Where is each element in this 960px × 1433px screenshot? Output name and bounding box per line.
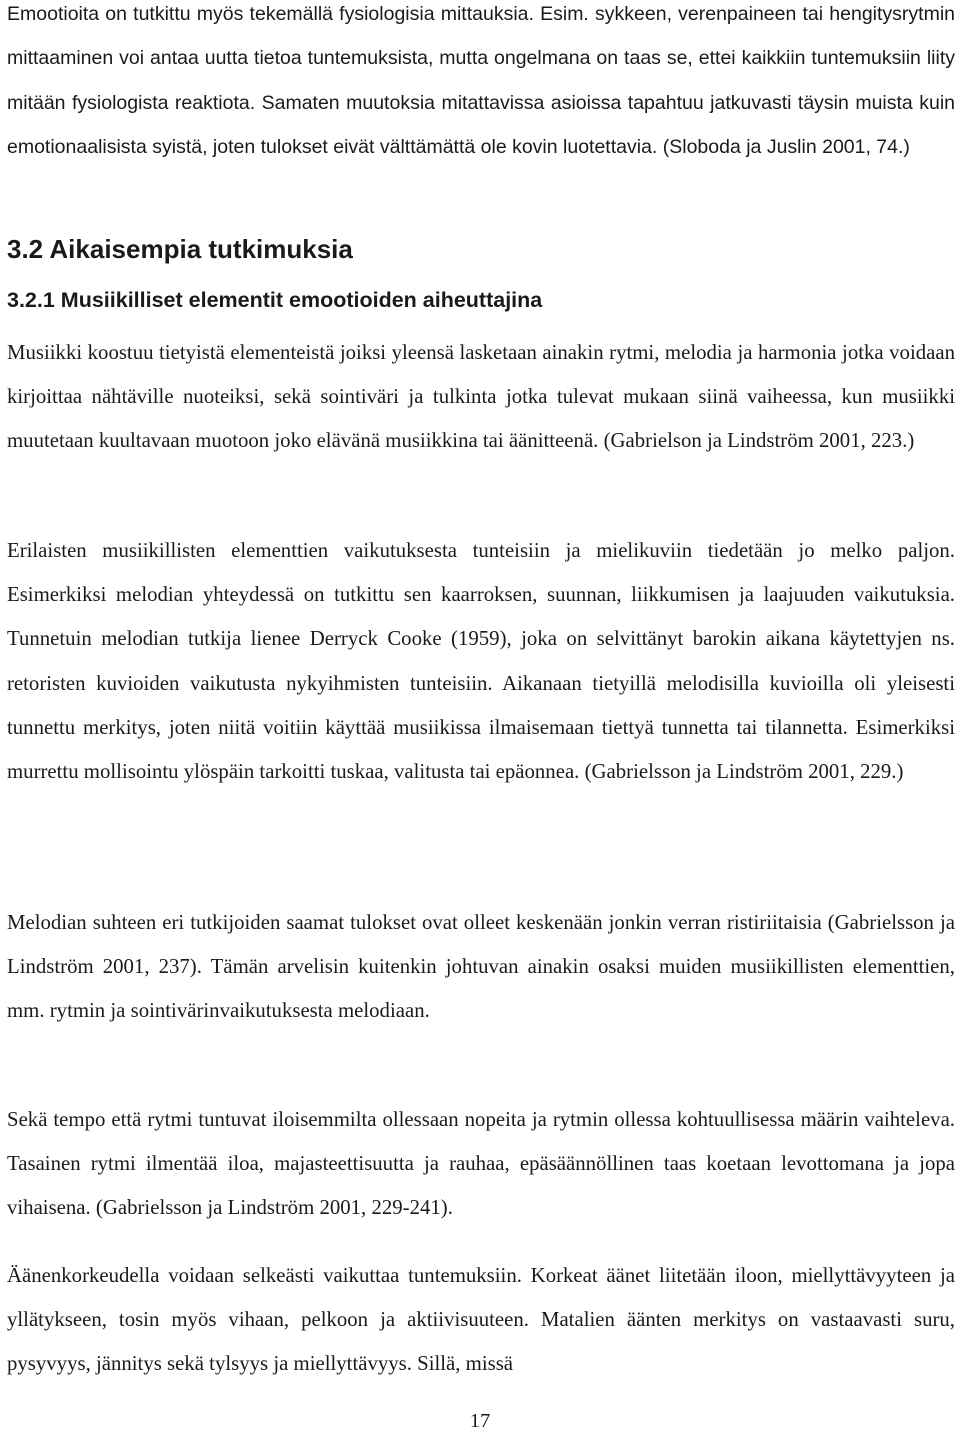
paragraph-music-elements: Musiikki koostuu tietyistä elementeistä joiksi yleensä lasketaan ainakin rytmi, melodia ja harmonia jotka voidaan kirjoittaa nähtäville nuoteiksi, sekä sointiväri ja tulkinta jotka tulevat mukaan siinä vaiheessa, kun musiikki muutetaan kuultavaan muotoon joko elävänä musiikkina tai äänitteenä. (Gabrielson ja Lindström 2001, 223.) [7,341,955,453]
intro-paragraph: Emootioita on tutkittu myös tekemällä fysiologisia mittauksia. Esim. sykkeen, verenpaineen tai hengitysrytmin mittaaminen voi antaa uutta tietoa tuntemuksista, mutta ongelmana on taas se, ettei kaikkiin tuntemuksiin liity mitään fysiologista reaktiota. Samaten muutoksia mitattavissa asioissa tapahtuu jatkuvasti täysin muista kuin emotionaalisista syistä, joten tulokset eivät välttämättä ole kovin luotettavia. (Sloboda ja Juslin 2001, 74.) [7,3,955,159]
subsection-heading: 3.2.1 Musiikilliset elementit emootioiden aiheuttajina [7,288,543,312]
page-number: 17 [469,1410,491,1432]
paragraph-melody-research: Erilaisten musiikillisten elementtien vaikutuksesta tunteisiin ja mielikuviin tiedetään jo melko paljon. Esimerkiksi melodian yhteydessä on tutkittu sen kaarroksen, suunnan, liikkumisen ja laajuuden vaikutuksia. Tunnetuin melodian tutkija lienee Derryck Cooke (1959), joka on selvittänyt barokin aikana käytettyjen ns. retoristen kuvioiden vaikutusta nykyihmisten tunteisiin. Aikanaan tietyillä melodisilla kuvioilla oli yleisesti tunnettu merkitys, joten niitä voitiin käyttää musiikissa ilmaisemaan tiettyä tunnetta tai tilannetta. Esimerkiksi murrettu mollisointu ylöspäin tarkoitti tuskaa, valitusta tai epäonnea. (Gabrielsson ja Lindström 2001, 229.) [7,539,955,784]
paragraph-pitch: Äänenkorkeudella voidaan selkeästi vaikuttaa tuntemuksiin. Korkeat äänet liitetään iloon, miellyttävyyteen ja yllätykseen, tosin myös vihaan, pelkoon ja aktiivisuuteen. Matalien äänten merkitys on vastaavasti suru, pysyvyys, jännitys sekä tylsyys ja miellyttävyys. Sillä, missä [7,1264,955,1376]
paragraph-tempo-rhythm: Sekä tempo että rytmi tuntuvat iloisemmilta ollessaan nopeita ja rytmin ollessa kohtuullisessa määrin vaihteleva. Tasainen rytmi ilmentää iloa, majasteettisuutta ja rauhaa, epäsäännöllinen taas koetaan levottomana ja jopa vihaisena. (Gabrielsson ja Lindström 2001, 229-241). [7,1108,955,1220]
paragraph-melody-results: Melodian suhteen eri tutkijoiden saamat tulokset ovat olleet keskenään jonkin verran ristiriitaisia (Gabrielsson ja Lindström 2001, 237). Tämän arvelisin kuitenkin johtuvan ainakin osaksi muiden musiikillisten elementtien, mm. rytmin ja sointivärinvaikutuksesta melodiaan. [7,911,955,1023]
section-heading: 3.2 Aikaisempia tutkimuksia [7,234,353,264]
